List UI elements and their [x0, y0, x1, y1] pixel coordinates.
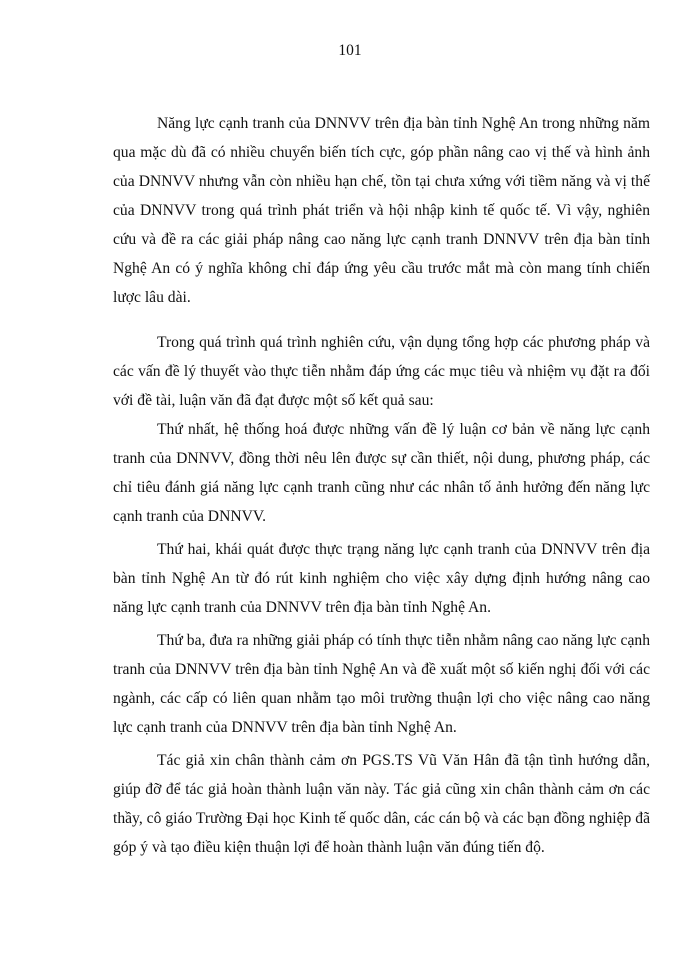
paragraph-summary: Năng lực cạnh tranh của DNNVV trên địa bàn tỉnh Nghệ An trong những năm qua mặc dù đã có nhiều chuyển biến tích cực, góp phần nâng cao vị thế và hình ảnh của DNNVV nhưng vẫn còn nhiều hạn chế, tồn tại chưa xứng với tiềm năng và vị thế của DNNVV trong quá trình phát triển và hội nhập kinh tế quốc tế. Vì vậy, nghiên cứu và đề ra các giải pháp nâng cao năng lực cạnh tranh DNNVV trên địa bàn tỉnh Nghệ An có ý nghĩa không chỉ đáp ứng yêu cầu trước mắt mà còn mang tính chiến lược lâu dài. — [113, 115, 650, 306]
paragraph-result-third: Thứ ba, đưa ra những giải pháp có tính thực tiễn nhằm nâng cao năng lực cạnh tranh của DNNVV trên địa bàn tỉnh Nghệ An và đề xuất một số kiến nghị đối với các ngành, các cấp có liên quan nhằm tạo môi trường thuận lợi cho việc nâng cao năng lực cạnh tranh của DNNVV trên địa bàn tỉnh Nghệ An. — [113, 632, 650, 736]
paragraph-result-first: Thứ nhất, hệ thống hoá được những vấn đề lý luận cơ bản về năng lực cạnh tranh của DNNVV, đồng thời nêu lên được sự cần thiết, nội dung, phương pháp, các chỉ tiêu đánh giá năng lực cạnh tranh cũng như các nhân tố ảnh hưởng đến năng lực cạnh tranh của DNNVV. — [113, 421, 650, 525]
paragraph-acknowledgement: Tác giả xin chân thành cảm ơn PGS.TS Vũ Văn Hân đã tận tình hướng dẫn, giúp đỡ để tác giả hoàn thành luận văn này. Tác giả cũng xin chân thành cảm ơn các thầy, cô giáo Trường Đại học Kinh tế quốc dân, các cán bộ và các bạn đồng nghiệp đã góp ý và tạo điều kiện thuận lợi để hoàn thành luận văn đúng tiến độ. — [113, 752, 650, 856]
paragraph-result-second: Thứ hai, khái quát được thực trạng năng lực cạnh tranh của DNNVV trên địa bàn tỉnh Nghệ An từ đó rút kinh nghiệm cho việc xây dựng định hướng nâng cao năng lực cạnh tranh của DNNVV trên địa bàn tỉnh Nghệ An. — [113, 541, 650, 616]
page-number: 101 — [338, 42, 362, 59]
page-body — [113, 109, 650, 862]
paragraph-results-intro: Trong quá trình quá trình nghiên cứu, vận dụng tổng hợp các phương pháp và các vấn đề lý thuyết vào thực tiễn nhằm đáp ứng các mục tiêu và nhiệm vụ đặt ra đối với đề tài, luận văn đã đạt được một số kết quả sau: — [113, 334, 650, 409]
